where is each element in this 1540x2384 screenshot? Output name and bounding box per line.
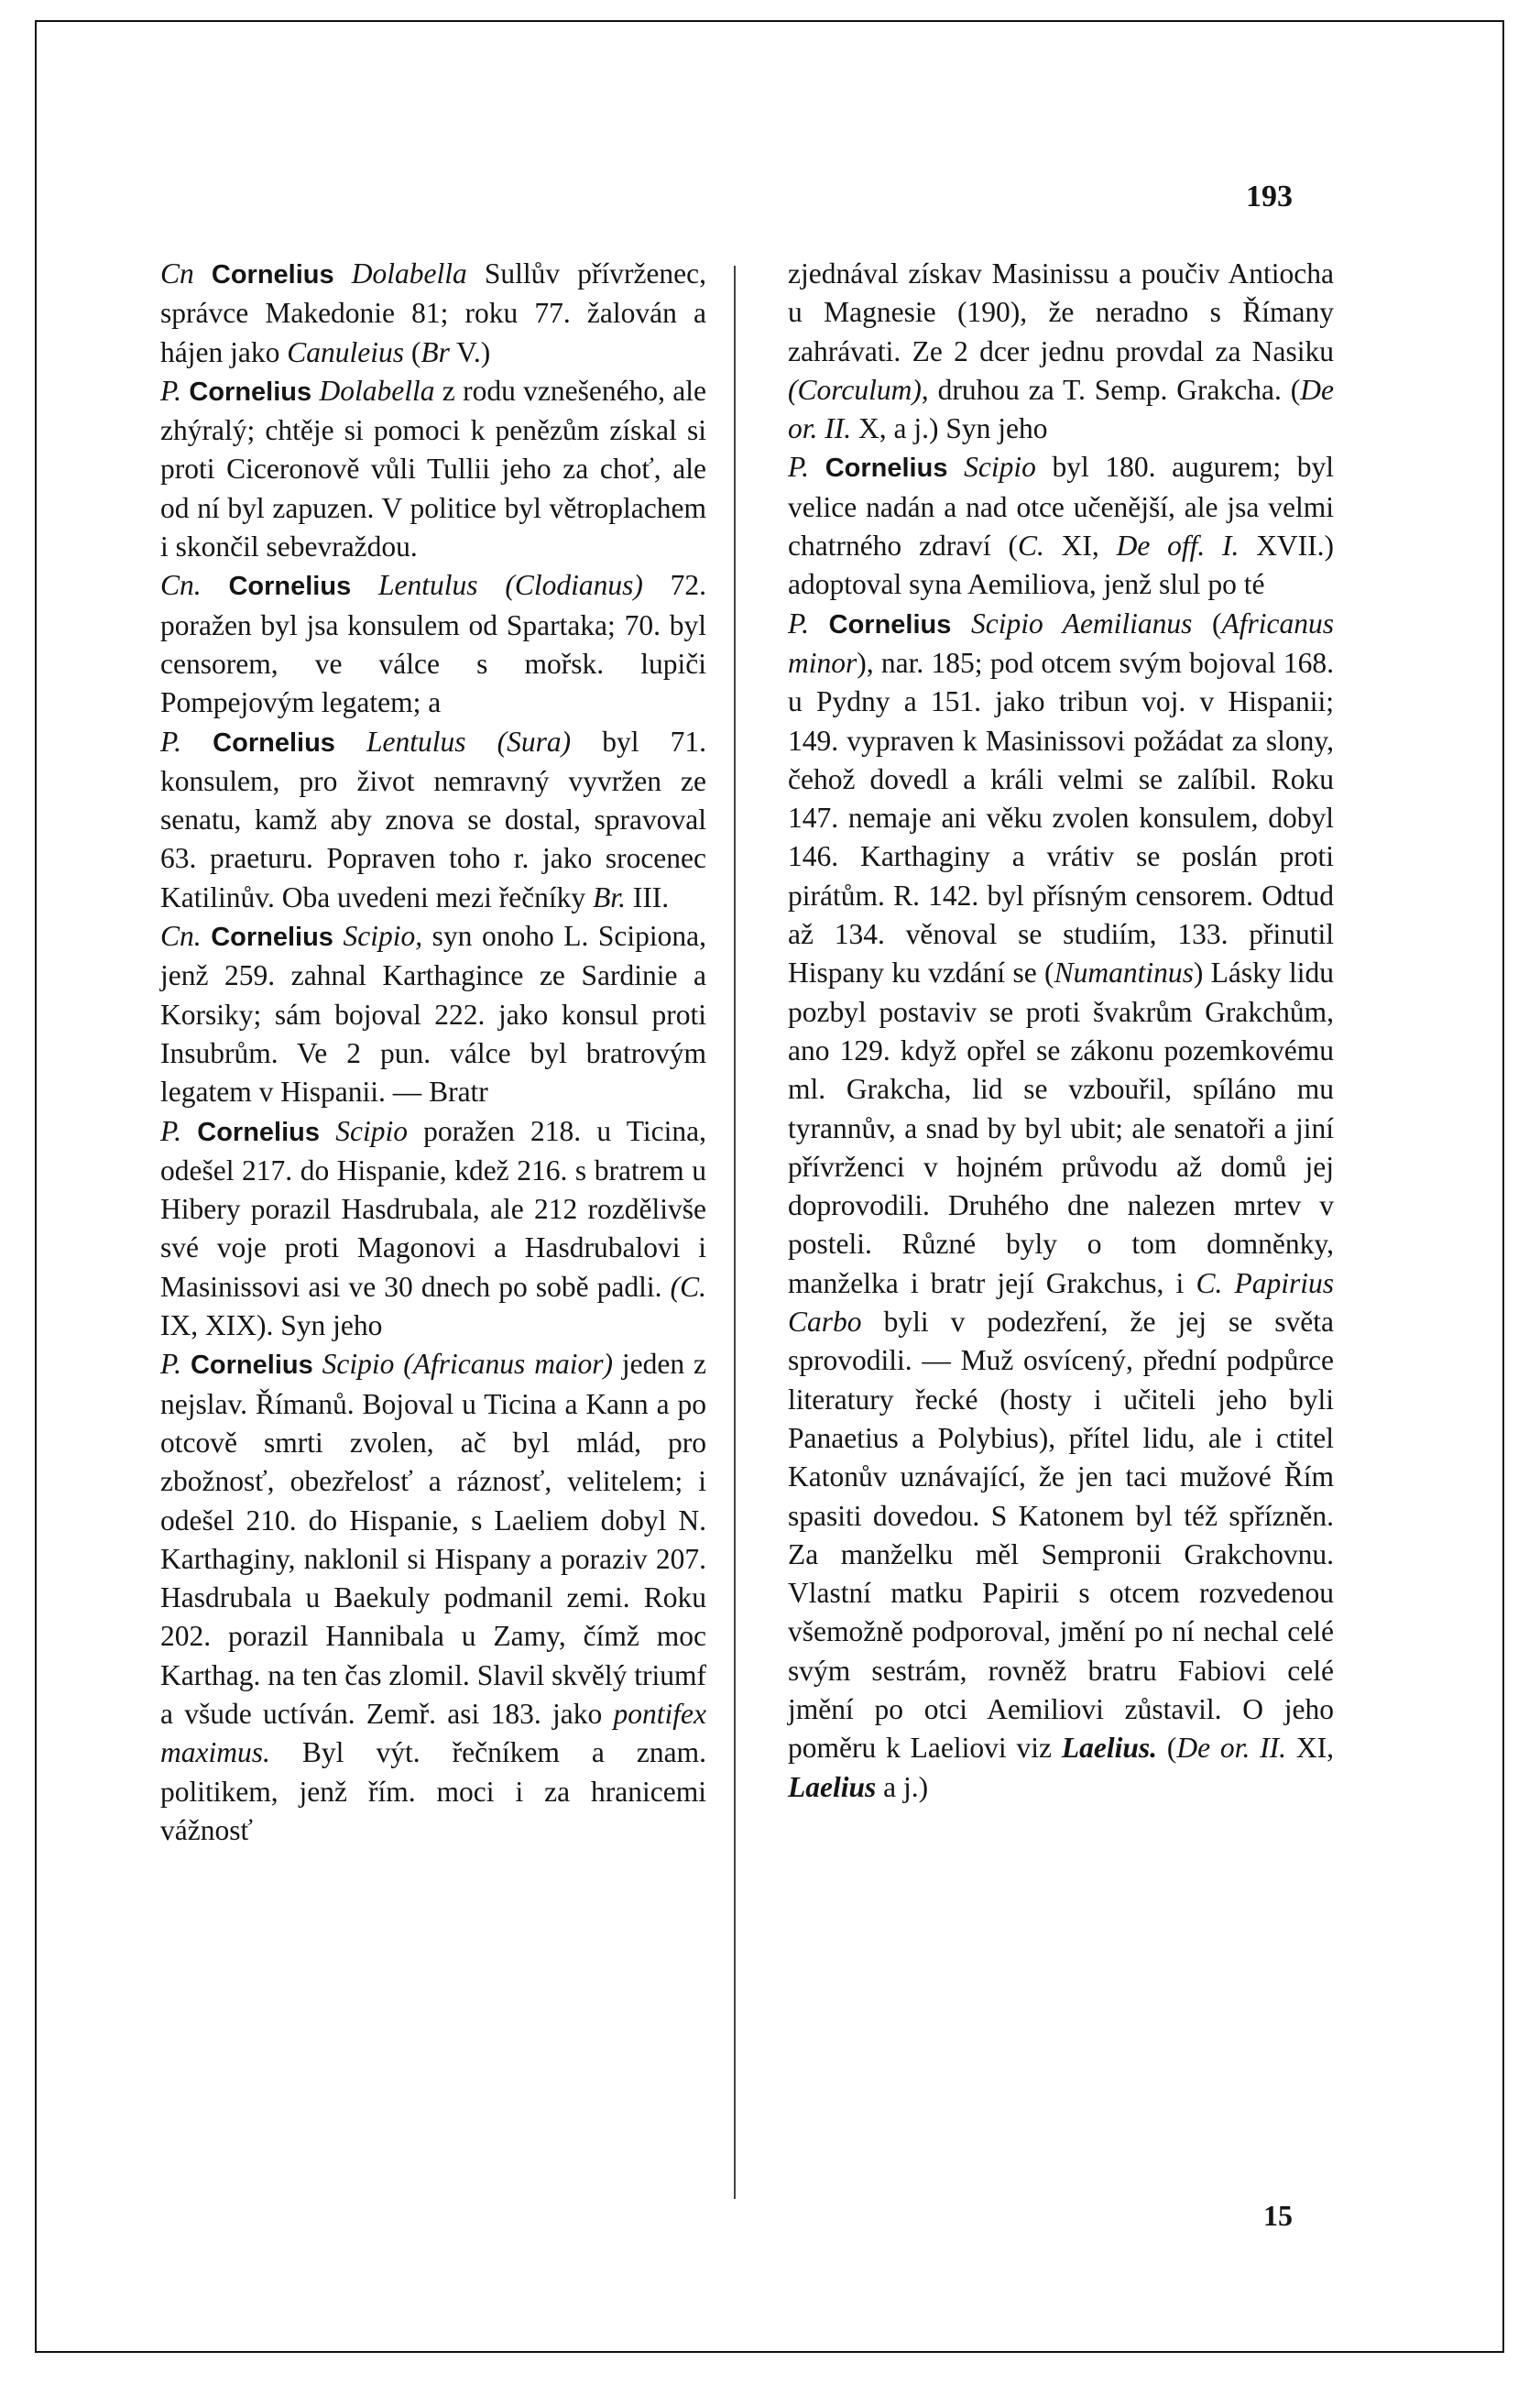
column-divider [734,266,736,2199]
entry-p-cornelius-scipio-aemilianus: P. Cornelius Scipio Aemilianus (Africanus minor), nar. 185; pod otcem svým bojoval 168. u Pydny a 151. jako tribun voj. v Hispanii; 149. vypraven k Masinissovi požádat za slony, čehož dovedl a králi velmi se zalíbil. Roku 147. nemaje ani věku zvolen konsulem, dobyl 146. Karthaginy a vrátiv se poslán proti pirátům. R. 142. byl přísným censorem. Odtud až 134. věnoval se studiím, 133. přinutil Hispany ku vzdání se (Numantinus) Lásky lidu pozbyl postaviv se proti švakrům Grakchům, ano 129. když opřel se zákonu pozemkovému ml. Grakcha, lid se vzbouřil, spíláno mu tyrannův, a snad by byl ubit; ale senatoři a jiní přívrženci v hojném průvodu až domů jej doprovodili. Druhého dne nalezen mrtev v posteli. Různé byly o tom domněnky, manželka i bratr její Grakchus, i C. Papirius Carbo byli v podezření, že jej se světa sprovodili. — Muž osvícený, přední podpůrce literatury řecké (hosty i učiteli jeho byli Panaetius a Polybius), přítel lidu, ale i ctitel Katonův uznávající, že jen taci mužové Řím spasiti dovedou. S Katonem byl též spřízněn. Za manželku měl Sempronii Grakchovnu. Vlastní matku Papirii s otcem rozvedenou všemožně podporoval, jmění po ní nechal celé svým sestrám, rovněž bratru Fabiovi celé jmění po otci Aemiliovi zůstavil. O jeho poměru k Laeliovi viz Laelius. (De or. II. XI, Laelius a j.) [788,607,1335,1803]
right-column [788,255,1334,1807]
entry-p-cornelius-dolabella: P. Cornelius Dolabella z rodu vznešeného, ale zhýralý; chtěje si pomoci k penězům získal si proti Ciceronově vůli Tullii jeho za choť, ale od ní byl zapuzen. V politice byl větroplachem i skončil sebevraždou. [160,374,707,563]
entry-p-cornelius-scipio-africanus-maior: P. Cornelius Scipio (Africanus maior) jeden z nejslav. Římanů. Bojoval u Ticina a Kann a po otcově smrti zvolen, ač byl mlád, pro zbožnosť, obezřelosť a ráznosť, velitelem; i odešel 210. do Hispanie, s Laeliem dobyl N. Karthaginy, naklonil si Hispany a poraziv 207. Hasdrubala u Baekuly podmanil zemi. Roku 202. porazil Hannibala u Zamy, čímž moc Karthag. na ten čas zlomil. Slavil skvělý triumf a všude uctíván. Zemř. asi 183. jako pontifex maximus. Byl výt. řečníkem a znam. politikem, jenž řím. moci i za hranicemi vážnosť [160,1348,707,1846]
entry-cn-cornelius-scipio: Cn. Cornelius Scipio, syn onoho L. Scipiona, jenž 259. zahnal Karthagince ze Sardinie a Korsiky; sám bojoval 222. jako konsul proti Insubrům. Ve 2 pun. válce byl bratrovým legatem v Hispanii. — Bratr [160,920,707,1109]
entry-p-cornelius-scipio: P. Cornelius Scipio poražen 218. u Ticina, odešel 217. do Hispanie, kdež 216. s bratrem u Hibery porazil Hasdrubala, ale 212 rozdělivše své voje proti Magonovi a Hasdrubalovi i Masinissovi asi ve 30 dnech po sobě padli. (C. IX, XIX). Syn jeho [160,1114,707,1342]
entry-cn-cornelius-lentulus-clodianus: Cn. Cornelius Lentulus (Clodianus) 72. poražen byl jsa konsulem od Spartaka; 70. byl censorem, ve válce s mořsk. lupiči Pompejovým legatem; a [160,569,707,719]
page-number: 193 [1246,180,1293,213]
entry-continuation: zjednával získav Masinissu a poučiv Antiocha u Magnesie (190), že neradno s Římany zahrávati. Ze 2 dcer jednu provdal za Nasiku (Corculum), druhou za T. Semp. Grakcha. (De or. II. X, a j.) Syn jeho [788,257,1334,445]
entry-cn-cornelius-dolabella: Cn Cornelius Dolabella Sullův přívrženec, správce Makedonie 81; roku 77. žalován a hájen jako Canuleius (Br V.) [160,257,707,368]
signature-mark: 15 [1263,2199,1293,2232]
left-column [160,255,706,1850]
entry-p-cornelius-lentulus-sura: P. Cornelius Lentulus (Sura) byl 71. konsulem, pro život nemravný vyvržen ze senatu, kamž aby znova se dostal, spravoval 63. praeturu. Popraven toho r. jako srocenec Katilinův. Oba uvedeni mezi řečníky Br. III. [160,725,706,913]
entry-p-cornelius-scipio-son: P. Cornelius Scipio byl 180. augurem; byl velice nadán a nad otce učenější, ale jsa velmi chatrného zdraví (C. XI, De off. I. XVII.) adoptoval syna Aemiliova, jenž slul po té [788,451,1335,601]
